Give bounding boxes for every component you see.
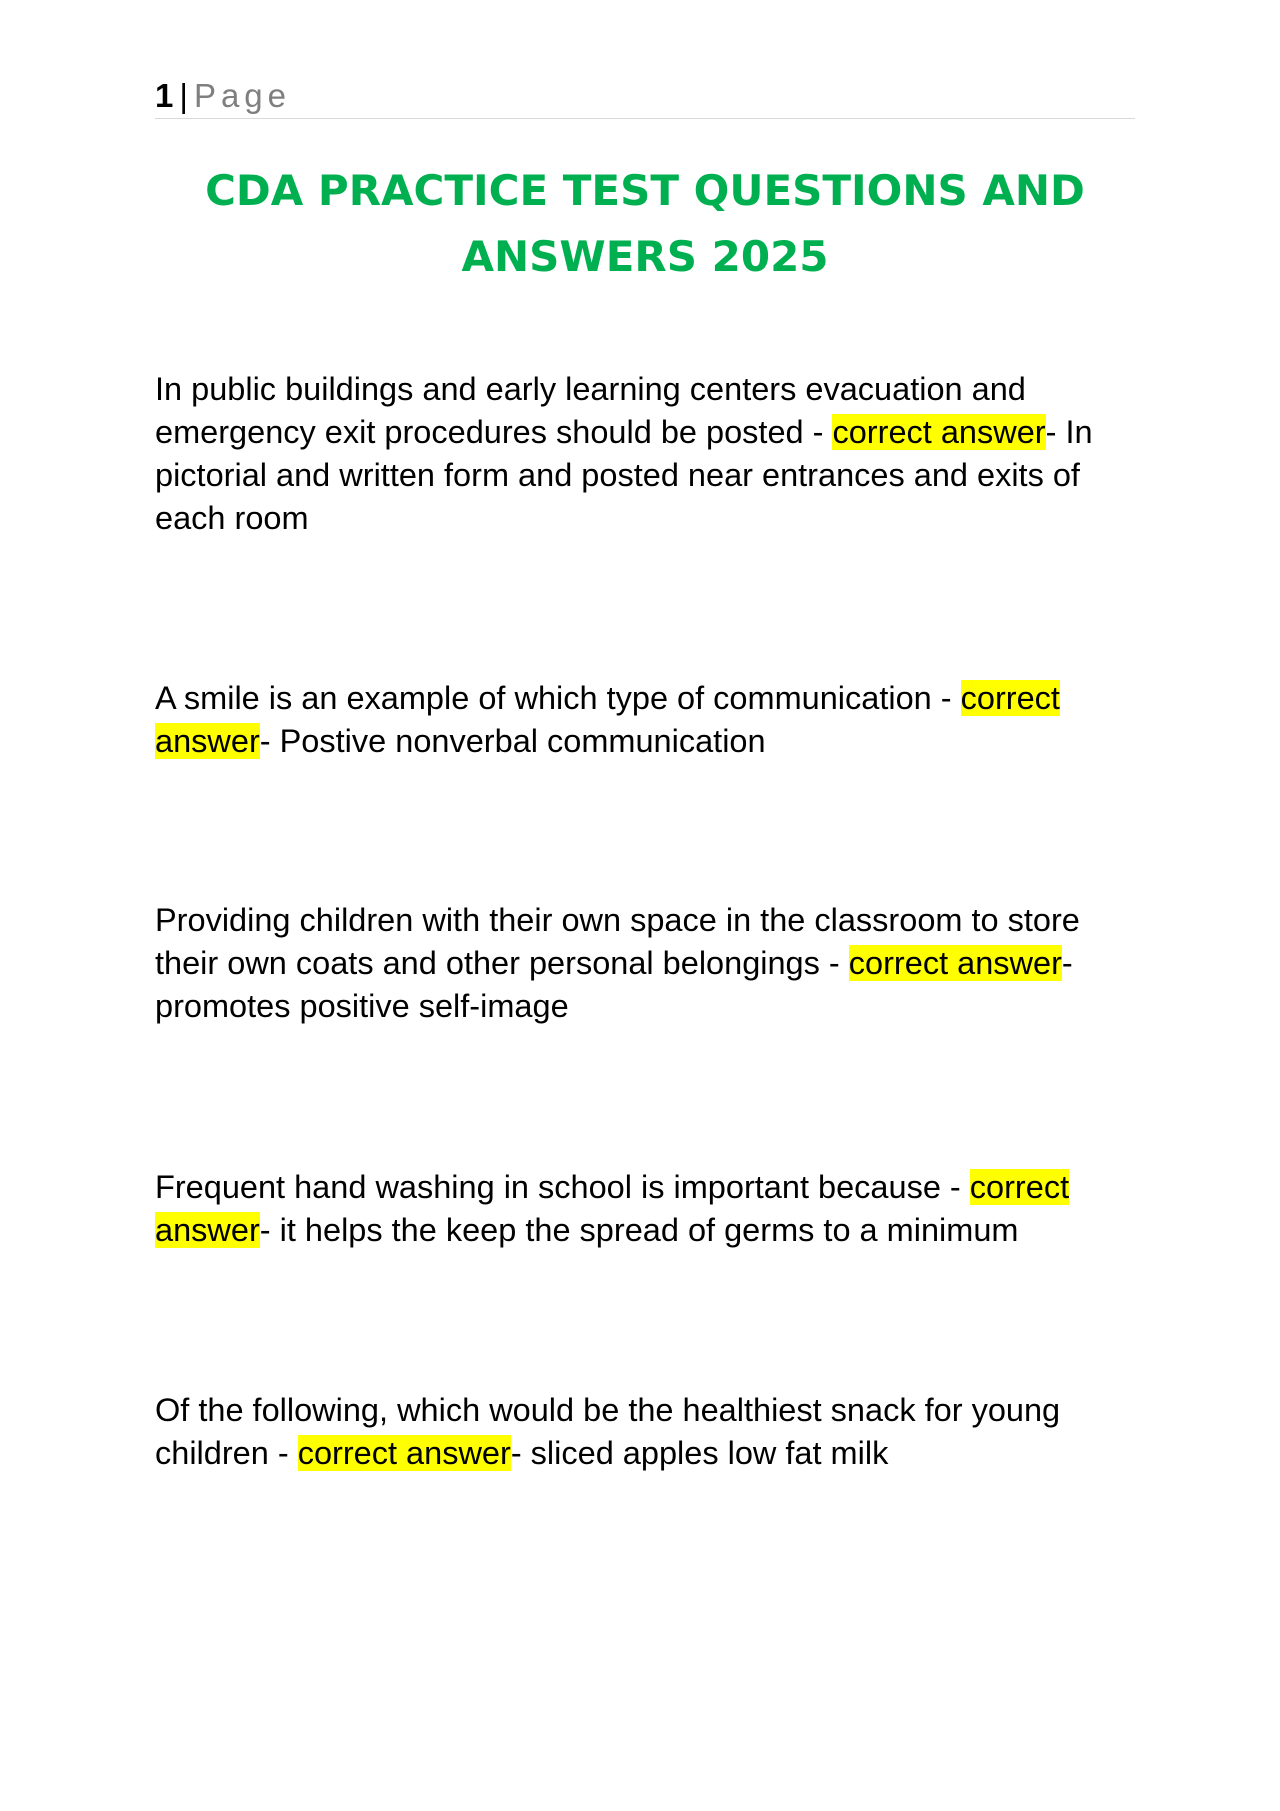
qa-item: [155, 1166, 1145, 1252]
page-number: 1: [155, 77, 174, 114]
document-title: CDA PRACTICE TEST QUESTIONS AND ANSWERS 2025: [205, 166, 1085, 281]
page-label: Page: [193, 77, 292, 114]
qa-item: [155, 677, 1145, 763]
question-text: Providing children with their own space in the classroom to store their own coats and other personal belongings -: [155, 902, 1080, 981]
question-text: Of the following, which would be the healthiest snack for young children -: [155, 1392, 1061, 1471]
answer-text: - it helps the keep the spread of germs to a minimum: [259, 1212, 1019, 1248]
page-header: [155, 74, 1135, 119]
answer-marker: correct answer: [155, 1169, 1070, 1248]
question-text: In public buildings and early learning centers evacuation and emergency exit procedures should be posted -: [155, 371, 1026, 450]
answer-marker: correct answer: [832, 414, 1046, 450]
question-text: Frequent hand washing in school is important because -: [155, 1169, 970, 1205]
qa-item: [155, 899, 1145, 1028]
answer-marker: correct answer: [848, 945, 1062, 981]
qa-item: [155, 368, 1145, 540]
qa-item: [155, 1389, 1145, 1475]
page-separator: |: [179, 77, 188, 114]
answer-text: - In pictorial and written form and posted near entrances and exits of each room: [155, 414, 1093, 536]
question-text: A smile is an example of which type of communication -: [155, 680, 961, 716]
answer-text: - Postive nonverbal communication: [259, 723, 766, 759]
answer-text: - promotes positive self-image: [155, 945, 1073, 1024]
answer-marker: correct answer: [297, 1435, 511, 1471]
answer-text: - sliced apples low fat milk: [510, 1435, 889, 1471]
answer-marker: correct answer: [155, 680, 1060, 759]
